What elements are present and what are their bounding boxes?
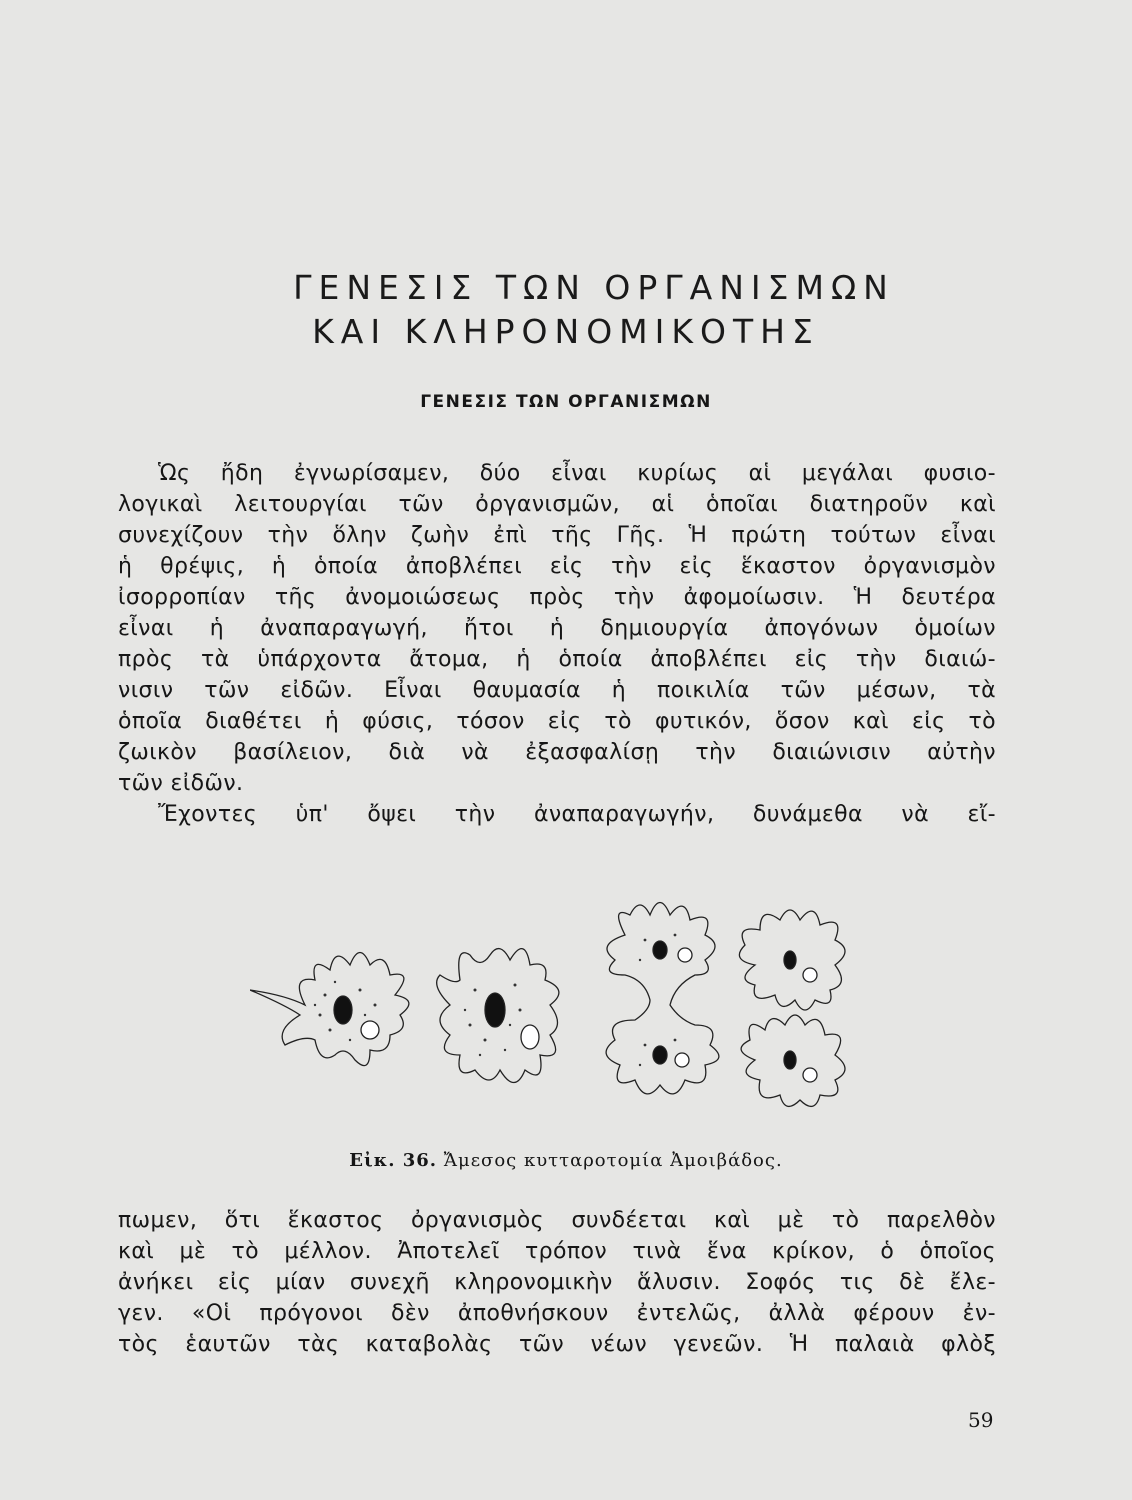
figure-label: Εἰκ. 36. <box>349 1150 438 1171</box>
text-line: καὶ μὲ τὸ μέλλον. Ἀποτελεῖ τρόπον τινὰ ἕνα κρίκον, ὁ ὁποῖος <box>118 1239 996 1264</box>
amoeba-cell-4 <box>739 910 845 1010</box>
figure-caption-text: Ἄμεσος κυτταροτομία Ἀμοιβάδος. <box>443 1150 783 1171</box>
paragraph-2: Ἔχοντες ὑπ' ὄψει τὴν ἀναπαραγωγήν, δυνάμεθα νὰ εἴ- <box>158 802 996 827</box>
paragraph-3 <box>118 1205 996 1360</box>
chapter-title-line-2: ΚΑΙ ΚΛΗΡΟΝΟΜΙΚΟΤΗΣ <box>312 312 820 351</box>
page-number: 59 <box>968 1408 994 1432</box>
amoeba-division-illustration <box>250 875 850 1145</box>
text-line: ὁποῖα διαθέτει ἡ φύσις, τόσον εἰς τὸ φυτικόν, ὅσον καὶ εἰς τὸ <box>118 709 996 734</box>
text-line: τῶν εἰδῶν. <box>118 771 244 796</box>
amoeba-cell-3 <box>606 903 719 1094</box>
text-line: ζωικὸν βασίλειον, διὰ νὰ ἐξασφαλίσῃ τὴν διαιώνισιν αὐτὴν <box>118 740 996 765</box>
text-line: γεν. «Οἱ πρόγονοι δὲν ἀποθνήσκουν ἐντελῶς, ἀλλὰ φέρουν ἐν- <box>118 1301 996 1326</box>
text-line: τὸς ἑαυτῶν τὰς καταβολὰς τῶν νέων γενεῶν. Ἡ παλαιὰ φλὸξ <box>118 1332 996 1357</box>
figure-caption <box>0 1150 1132 1171</box>
text-line: λογικαὶ λειτουργίαι τῶν ὀργανισμῶν, αἱ ὁποῖαι διατηροῦν καὶ <box>118 492 996 517</box>
paragraph-1 <box>118 458 996 830</box>
amoeba-cell-5 <box>741 1015 845 1106</box>
text-line: ἡ θρέψις, ἡ ὁποία ἀποβλέπει εἰς τὴν εἰς ἕκαστον ὀργανισμὸν <box>118 554 996 579</box>
text-line: πρὸς τὰ ὑπάρχοντα ἄτομα, ἡ ὁποία ἀποβλέπει εἰς τὴν διαιώ- <box>118 647 996 672</box>
text-line: συνεχίζουν τὴν ὅλην ζωὴν ἐπὶ τῆς Γῆς. Ἡ πρώτη τούτων εἶναι <box>118 523 996 548</box>
amoeba-cell-2 <box>437 949 559 1083</box>
text-line: ἀνήκει εἰς μίαν συνεχῆ κληρονομικὴν ἅλυσιν. Σοφός τις δὲ ἔλε- <box>118 1270 996 1295</box>
text-line: Ὡς ἤδη ἐγνωρίσαμεν, δύο εἶναι κυρίως αἱ μεγάλαι φυσιο- <box>158 461 996 486</box>
text-line: εἶναι ἡ ἀναπαραγωγή, ἤτοι ἡ δημιουργία ἀπογόνων ὁμοίων <box>118 616 996 641</box>
amoeba-cell-1 <box>250 953 409 1066</box>
section-heading: ΓΕΝΕΣΙΣ ΤΩΝ ΟΡΓΑΝΙΣΜΩΝ <box>420 392 712 412</box>
text-line: πωμεν, ὅτι ἕκαστος ὀργανισμὸς συνδέεται καὶ μὲ τὸ παρελθὸν <box>118 1208 996 1233</box>
text-line: νισιν τῶν εἰδῶν. Εἶναι θαυμασία ἡ ποικιλία τῶν μέσων, τὰ <box>118 678 996 703</box>
chapter-title-line-1: ΓΕΝΕΣΙΣ ΤΩΝ ΟΡΓΑΝΙΣΜΩΝ <box>293 268 895 307</box>
text-line: ἰσορροπίαν τῆς ἀνομοιώσεως πρὸς τὴν ἀφομοίωσιν. Ἡ δευτέρα <box>118 585 996 610</box>
